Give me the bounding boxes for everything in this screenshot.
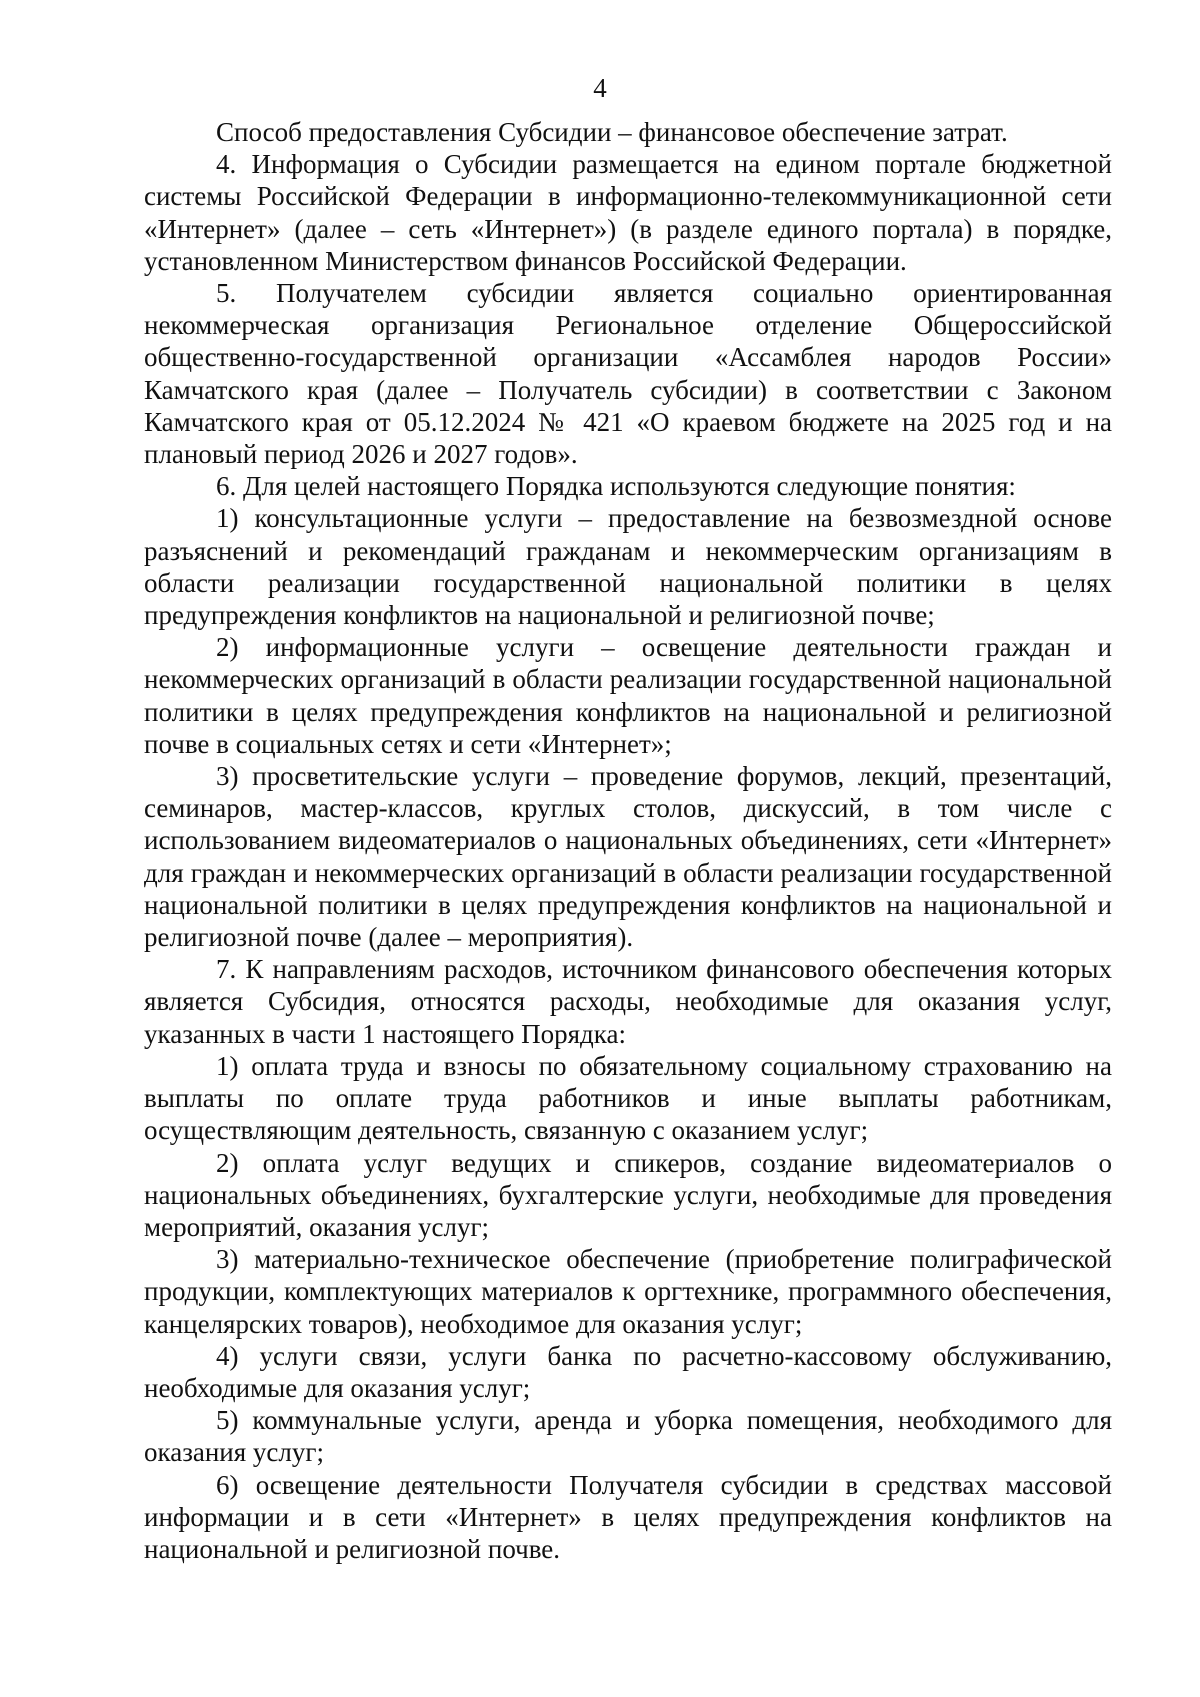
paragraph-7-expenses: 7. К направлениям расходов, источником финансового обеспечения которых является Субсидия, относятся расходы, необходимые для оказания услуг, указанных в части 1 настоящего Порядка: [144,954,1112,1049]
list-item-labor-payment: 1) оплата труда и взносы по обязательному социальному страхованию на выплаты по оплате труда работников и иные выплаты работникам, осуществляющим деятельность, связанную с оказанием услуг; [144,1050,1112,1146]
paragraph-4-information: 4. Информация о Субсидии размещается на едином портале бюджетной системы Российской Федерации в информационно-телекоммуникационной сети «Интернет» (далее – сеть «Интернет») (в разделе единого портала) в порядке, установленном Министерством финансов Российской Федерации. [144,149,1112,276]
list-item-consulting-services: 1) консультационные услуги – предоставление на безвозмездной основе разъяснений и рекомендаций гражданам и некоммерческим организациям в области реализации государственной национальной политики в целях предупреждения конфликтов на национальной и религиозной почве; [144,503,1112,631]
page-number: 4 [593,73,607,103]
list-item-material-support: 3) материально-техническое обеспечение (приобретение полиграфической продукции, комплектующих материалов к оргтехнике, программного обеспечения, канцелярских товаров), необходимое для оказания услуг; [144,1244,1112,1339]
list-item-utilities: 5) коммунальные услуги, аренда и уборка помещения, необходимого для оказания услуг; [144,1405,1112,1468]
list-item-information-services: 2) информационные услуги – освещение деятельности граждан и некоммерческих организаций в области реализации государственной национальной политики в целях предупреждения конфликтов на национальной и религиозной почве в социальных сетях и сети «Интернет»; [144,632,1112,759]
list-item-educational-services: 3) просветительские услуги – проведение форумов, лекций, презентаций, семинаров, мастер-классов, круглых столов, дискуссий, в том числе с использованием видеоматериалов о национальных объединениях, сети «Интернет» для граждан и некоммерческих организаций в области реализации государственной национальной политики в целях предупреждения конфликтов на национальной и религиозной почве (далее – мероприятия). [144,761,1112,953]
paragraph-6-definitions: 6. Для целей настоящего Порядка используются следующие понятия: [216,471,1016,502]
list-item-speakers-payment: 2) оплата услуг ведущих и спикеров, создание видеоматериалов о национальных объединениях, бухгалтерские услуги, необходимые для проведения мероприятий, оказания услуг; [144,1147,1112,1242]
list-item-media-coverage: 6) освещение деятельности Получателя субсидии в средствах массовой информации и в сети «Интернет» в целях предупреждения конфликтов на национальной и религиозной почве. [144,1469,1112,1564]
list-item-communication-services: 4) услуги связи, услуги банка по расчетно-кассовому обслуживанию, необходимые для оказания услуг; [144,1340,1112,1403]
paragraph-subsidy-method: Способ предоставления Субсидии – финансовое обеспечение затрат. [216,117,1008,147]
document-body [144,116,1112,1565]
paragraph-5-recipient: 5. Получателем субсидии является социально ориентированная некоммерческая организация Региональное отделение Общероссийской общественно-государственной организации «Ассамблея народов России» Камчатского края (далее – Получатель субсидии) в соответствии с Законом Камчатского края от 05.12.2024 № 421 «О краевом бюджете на 2025 год и на плановый период 2026 и 2027 годов». [144,278,1112,470]
